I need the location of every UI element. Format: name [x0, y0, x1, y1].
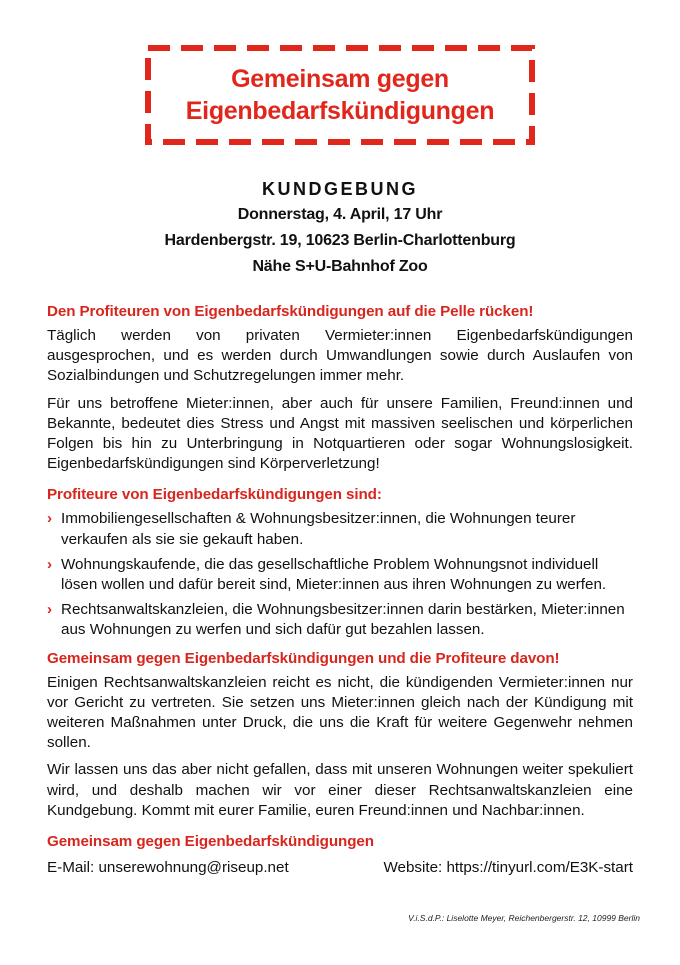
- event-date: Donnerstag, 4. April, 17 Uhr: [237, 206, 443, 223]
- banner-title-line1: Gemeinsam gegen: [231, 65, 449, 93]
- chevron-right-icon: ›: [47, 601, 53, 619]
- section3-paragraph-2: Wir lassen uns das aber nicht gefallen, dass mit unseren Wohnungen weiter spekuliert wird, und deshalb machen wir vor einer dieser Rechtsanwaltskanzleien eine Kundgebung. Kommt mit eurer Familie, euren Freund:innen und Nachbar:innen.: [47, 761, 633, 819]
- event-heading: KUNDGEBUNG: [261, 179, 418, 199]
- chevron-right-icon: ›: [47, 555, 53, 573]
- chevron-right-icon: ›: [47, 510, 53, 528]
- contact-row: [47, 858, 633, 878]
- banner-title: [145, 63, 535, 127]
- list-item: [47, 600, 633, 640]
- section3-paragraph-1: Einigen Rechtsanwaltskanzleien reicht es nicht, die kündigenden Vermieter:innen nur vor Gericht zu vertreten. Sie setzen uns Mieter:innen gleich nach der Kündigung mit weiteren Maßnahmen unter Druck, die uns die Kraft für weitere Gegenwehr nehmen sollen.: [47, 673, 633, 752]
- section2-title: Profiteure von Eigenbedarfskündigungen sind:: [47, 486, 382, 504]
- event-info: [0, 176, 680, 280]
- event-nearby: Nähe S+U-Bahnhof Zoo: [252, 258, 428, 275]
- main-content: [47, 302, 633, 878]
- banner-title-line2: Eigenbedarfskündigungen: [185, 97, 495, 125]
- contact-website[interactable]: Website: https://tinyurl.com/E3K-start: [383, 859, 633, 877]
- event-address: Hardenbergstr. 19, 10623 Berlin-Charlottenburg: [164, 232, 516, 249]
- section3-title: Gemeinsam gegen Eigenbedarfskündigungen und die Profiteure davon!: [47, 649, 560, 667]
- list-item: [47, 555, 633, 595]
- list-item-text: Rechtsanwaltskanzleien, die Wohnungsbesitzer:innen darin bestärken, Mieter:innen aus Wohnungen zu werfen und sich dafür gut bezahlen lassen.: [61, 601, 625, 639]
- imprint-note: V.i.S.d.P.: Liselotte Meyer, Reichenbergerstr. 12, 10999 Berlin: [408, 913, 640, 923]
- title-banner: [145, 45, 535, 145]
- profiteers-list: [47, 509, 633, 640]
- contact-email[interactable]: E-Mail: unserewohnung@riseup.net: [47, 859, 289, 877]
- contact-title: Gemeinsam gegen Eigenbedarfskündigungen: [47, 833, 374, 851]
- list-item-text: Immobiliengesellschaften & Wohnungsbesitzer:innen, die Wohnungen teurer verkaufen als sie sie gekauft haben.: [61, 510, 576, 548]
- section1-paragraph-1: Täglich werden von privaten Vermieter:innen Eigenbedarfskündigungen ausgesprochen, und es werden durch Umwandlungen sowie durch Auslaufen von Sozialbindungen und Schutzregelungen immer mehr.: [47, 327, 633, 385]
- section1-paragraph-2: Für uns betroffene Mieter:innen, aber auch für unsere Familien, Freund:innen und Bekannte, bedeutet dies Stress und Angst mit massiven seelischen und körperlichen Folgen bis hin zu Unterbringung in Notquartieren oder sogar Wohnungslosigkeit. Eigenbedarfskündigungen sind Körperverletzung!: [47, 394, 633, 473]
- section1-title: Den Profiteuren von Eigenbedarfskündigungen auf die Pelle rücken!: [47, 303, 534, 320]
- list-item-text: Wohnungskaufende, die das gesellschaftliche Problem Wohnungsnot individuell lösen wollen und dafür bereit sind, Mieter:innen aus ihren Wohnungen zu werfen.: [61, 555, 607, 594]
- list-item: [47, 509, 633, 549]
